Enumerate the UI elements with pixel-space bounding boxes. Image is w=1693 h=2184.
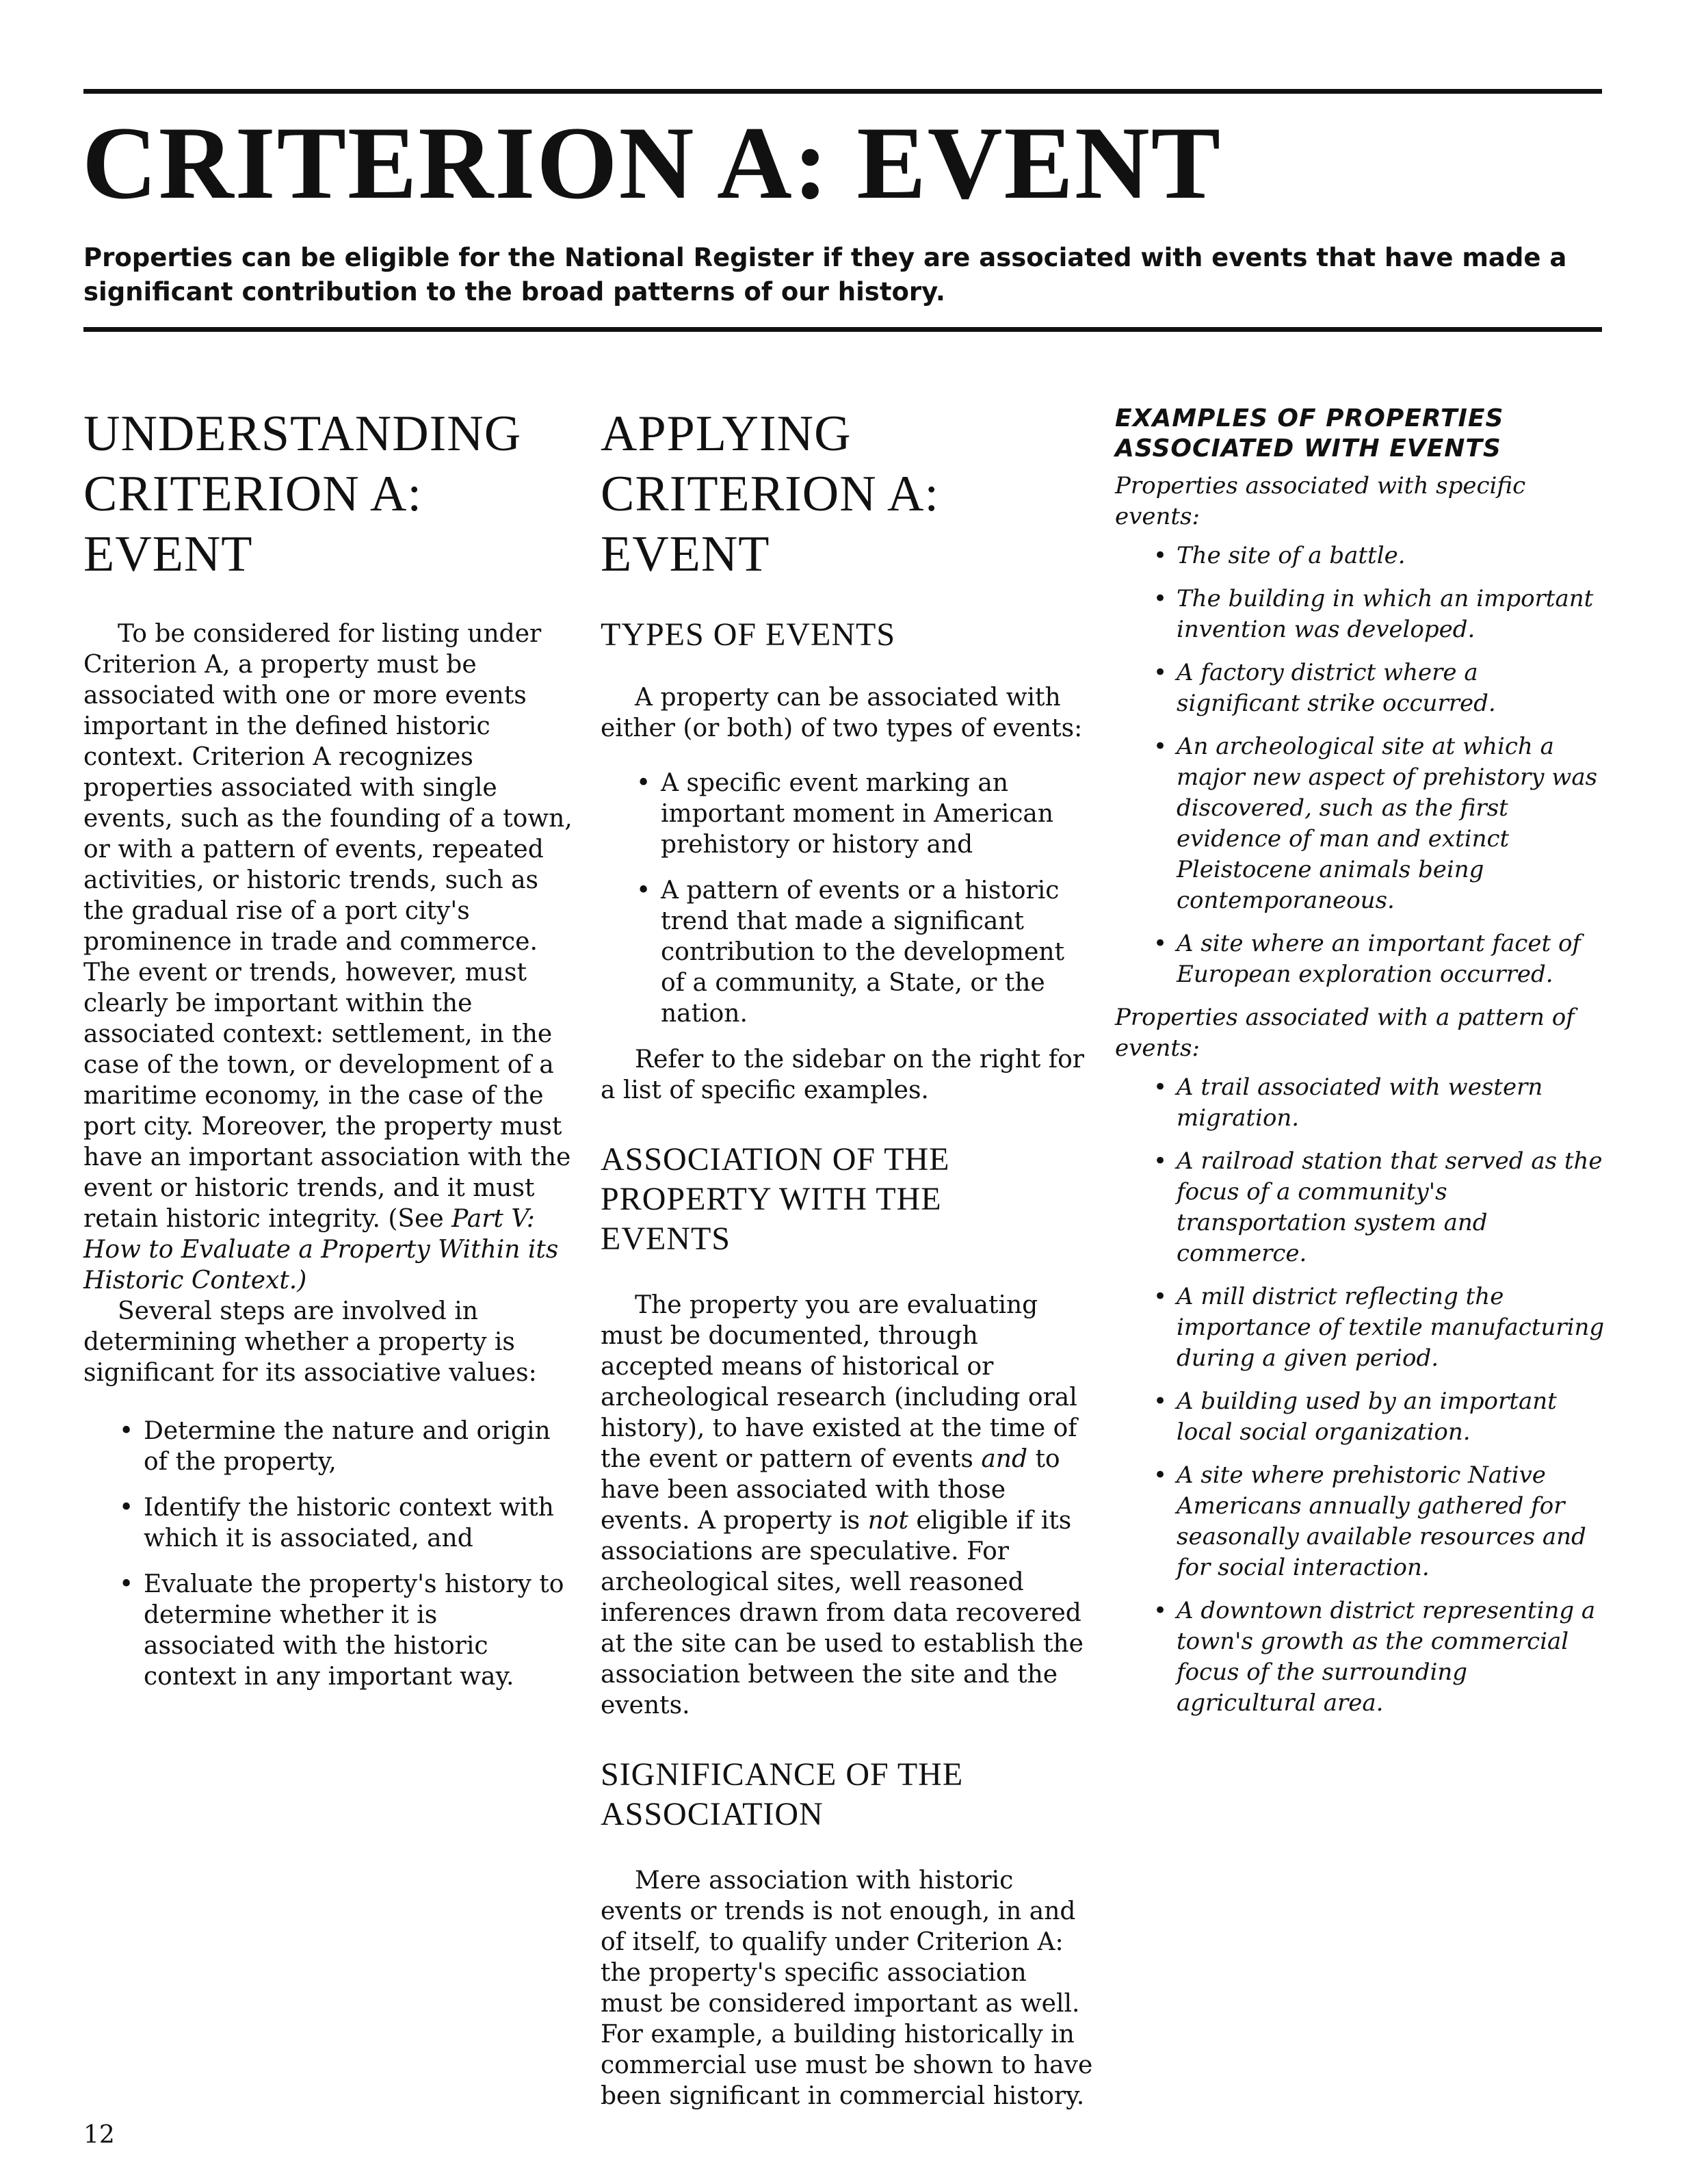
steps-list [83,1416,576,1692]
list-item: • A trail associated with western migration. [1153,1074,1543,1132]
list-item: • A downtown district representing a town's growth as the commercial focus of the surrounding agricultural area. [1153,1597,1596,1717]
understanding-heading: UNDERSTANDING CRITERION A: EVENT [83,406,522,582]
list-item: • A railroad station that served as the focus of a community's transportation system and commerce. [1153,1147,1603,1267]
list-item: • A building used by an important local social organization. [1153,1388,1557,1446]
pattern-events-label: Properties associated with a pattern of events: [1115,1004,1575,1062]
intro-text: Properties can be eligible for the National Register if they are associated with events that have made a significant contribution to the broad patterns of our history. [83,243,1567,307]
list-item: • An archeological site at which a major new aspect of prehistory was discovered, such as the first evidence of man and extinct Pleistocene animals being contemporaneous. [1153,733,1598,914]
list-item: • Evaluate the property's history to determine whether it is associated with the historic context in any important way. [119,1570,564,1691]
page-number: 12 [83,2121,115,2149]
list-item: • A site where an important facet of European exploration occurred. [1153,930,1581,988]
list-item: • A specific event marking an important moment in American prehistory or history and [636,769,1054,859]
list-item: • A site where prehistoric Native Americans annually gathered for seasonally available resources and for social interaction. [1153,1461,1586,1581]
significance-paragraph: Mere association with historic events or trends is not enough, in and of itself, to qualify under Criterion A: the property's specific association must be considered important as well. For example, a building historically in commercial use must be shown to have been significant in commercial history. [601,1867,1093,2110]
association-heading: ASSOCIATION OF THE PROPERTY WITH THE EVENTS [601,1141,950,1257]
understanding-column [83,404,576,1692]
list-item: • Identify the historic context with which it is associated, and [119,1494,554,1552]
event-types-list [601,768,1093,1029]
applying-column [601,404,1093,2111]
examples-heading: EXAMPLES OF PROPERTIES ASSOCIATED WITH EVENTS [1115,404,1504,463]
association-paragraph: The property you are evaluating must be documented, through accepted means of historical or archeological research (including oral history), to have existed at the time of the event or pattern of events and to have been associated with those events. A property is not eligible if its associations are speculative. For archeological sites, well reasoned inferences drawn from data recovered at the site can be used to establish the association between the site and the events. [601,1291,1084,1719]
specific-events-label: Properties associated with specific events: [1115,472,1526,530]
applying-heading: APPLYING CRITERION A: EVENT [601,406,940,582]
list-item: • A mill district reflecting the importance of textile manufacturing during a given period. [1153,1283,1605,1372]
steps-paragraph: Several steps are involved in determining whether a property is significant for its associative values: [83,1297,537,1387]
header-rule [83,327,1602,332]
list-item: • A factory district where a significant strike occurred. [1153,659,1496,717]
list-item: • A pattern of events or a historic trend that made a significant contribution to the development of a community, a State, or the nation. [636,876,1065,1028]
examples-sidebar [1115,404,1607,1719]
refer-paragraph: Refer to the sidebar on the right for a list of specific examples. [601,1045,1084,1104]
page-title: CRITERION A: EVENT [82,105,1222,220]
top-rule [83,89,1602,94]
types-of-events-heading: TYPES OF EVENTS [601,616,896,653]
list-item: • The site of a battle. [1153,542,1406,569]
list-item: • The building in which an important invention was developed. [1153,585,1594,643]
pattern-events-list [1115,1072,1607,1719]
types-paragraph: A property can be associated with either (or both) of two types of events: [601,684,1083,742]
list-item: • Determine the nature and origin of the property, [119,1417,551,1476]
specific-events-list [1115,541,1607,990]
understanding-paragraph: To be considered for listing under Criterion A, a property must be associated with one or more events important in the defined historic context. Criterion A recognizes properties associated with single events, such as the founding of a town, or with a pattern of events, repeated activities, or historic trends, such as the gradual rise of a port city's prominence in trade and commerce. The event or trends, however, must clearly be important within the associated context: settlement, in the case of the town, or development of a maritime economy, in the case of the port city. Moreover, the property must have an important association with the event or historic trends, and it must retain historic integrity. (See Part V: How to Evaluate a Property Within its Historic Context.) [83,620,573,1295]
significance-heading: SIGNIFICANCE OF THE ASSOCIATION [601,1756,964,1832]
